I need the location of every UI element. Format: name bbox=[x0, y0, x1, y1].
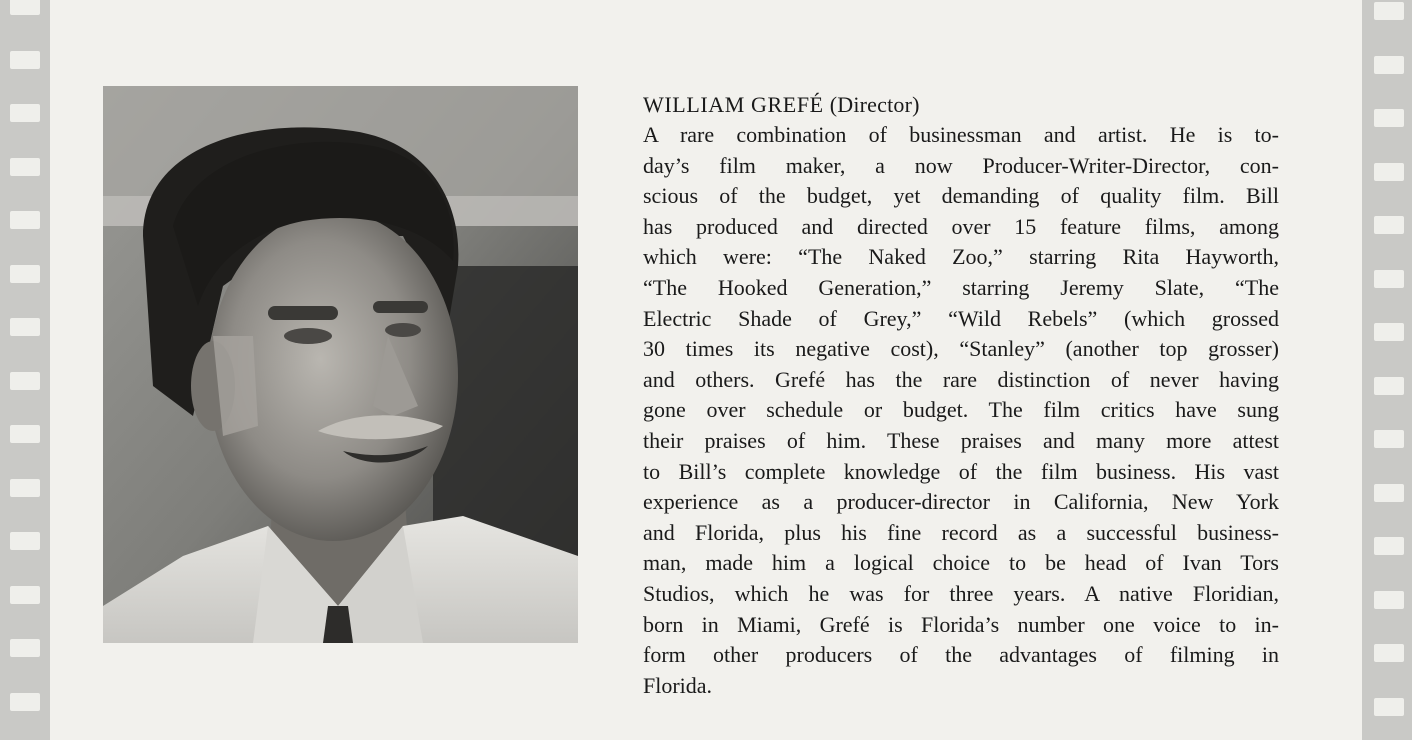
sprocket-hole bbox=[1374, 377, 1404, 395]
bio-line: to Bill’s complete knowledge of the film business. His vast bbox=[643, 458, 1279, 484]
film-strip-right bbox=[1362, 0, 1412, 740]
bio-line: gone over schedule or budget. The film critics have sung bbox=[643, 397, 1279, 423]
director-portrait-photo bbox=[103, 86, 578, 643]
bio-line: “The Hooked Generation,” starring Jeremy Slate, “The bbox=[643, 274, 1279, 300]
sprocket-hole bbox=[10, 372, 40, 390]
sprocket-hole bbox=[1374, 2, 1404, 20]
bio-line: day’s film maker, a now Producer-Writer-Director, con- bbox=[643, 152, 1279, 178]
bio-line: A rare combination of businessman and artist. He is to- bbox=[643, 122, 1279, 147]
bio-line: has produced and directed over 15 feature films, among bbox=[643, 213, 1279, 239]
director-role: (Director) bbox=[829, 92, 920, 117]
sprocket-hole bbox=[10, 693, 40, 711]
bio-line: form other producers of the advantages of filming in bbox=[643, 642, 1279, 668]
sprocket-hole bbox=[10, 318, 40, 336]
sprocket-hole bbox=[10, 425, 40, 443]
sprocket-hole bbox=[10, 104, 40, 122]
director-name: WILLIAM GREFÉ bbox=[643, 92, 824, 117]
sprocket-hole bbox=[10, 158, 40, 176]
bio-line: Studios, which he was for three years. A native Floridian, bbox=[643, 580, 1279, 606]
sprocket-hole bbox=[1374, 109, 1404, 127]
sprocket-hole bbox=[1374, 644, 1404, 662]
sprocket-hole bbox=[1374, 484, 1404, 502]
bio-line: and Florida, plus his fine record as a successful business- bbox=[643, 519, 1279, 545]
sprocket-hole bbox=[10, 211, 40, 229]
sprocket-hole bbox=[10, 532, 40, 550]
sprocket-hole bbox=[1374, 698, 1404, 716]
sprocket-hole bbox=[10, 479, 40, 497]
bio-line: their praises of him. These praises and many more attest bbox=[643, 427, 1279, 453]
bio-line: Florida. bbox=[643, 672, 713, 698]
bio-line: born in Miami, Grefé is Florida’s number one voice to in- bbox=[643, 611, 1279, 637]
bio-line: scious of the budget, yet demanding of quality film. Bill bbox=[643, 183, 1279, 209]
sprocket-hole bbox=[10, 639, 40, 657]
sprocket-hole bbox=[10, 51, 40, 69]
bio-header bbox=[643, 90, 1279, 120]
bio-line: which were: “The Naked Zoo,” starring Rita Hayworth, bbox=[643, 244, 1279, 270]
film-strip-left bbox=[0, 0, 50, 740]
director-bio bbox=[643, 90, 1279, 701]
sprocket-hole bbox=[10, 0, 40, 15]
bio-line: experience as a producer-director in California, New York bbox=[643, 489, 1279, 515]
bio-line: and others. Grefé has the rare distinction of never having bbox=[643, 366, 1279, 392]
sprocket-hole bbox=[1374, 537, 1404, 555]
sprocket-hole bbox=[1374, 56, 1404, 74]
sprocket-hole bbox=[10, 586, 40, 604]
sprocket-hole bbox=[10, 265, 40, 283]
bio-text bbox=[643, 120, 1279, 701]
bio-line: man, made him a logical choice to be head of Ivan Tors bbox=[643, 550, 1279, 576]
sprocket-hole bbox=[1374, 430, 1404, 448]
sprocket-hole bbox=[1374, 591, 1404, 609]
sprocket-hole bbox=[1374, 270, 1404, 288]
sprocket-hole bbox=[1374, 216, 1404, 234]
bio-line: 30 times its negative cost), “Stanley” (another top grosser) bbox=[643, 336, 1279, 362]
bio-line: Electric Shade of Grey,” “Wild Rebels” (which grossed bbox=[643, 305, 1279, 331]
sprocket-hole bbox=[1374, 163, 1404, 181]
sprocket-hole bbox=[1374, 323, 1404, 341]
